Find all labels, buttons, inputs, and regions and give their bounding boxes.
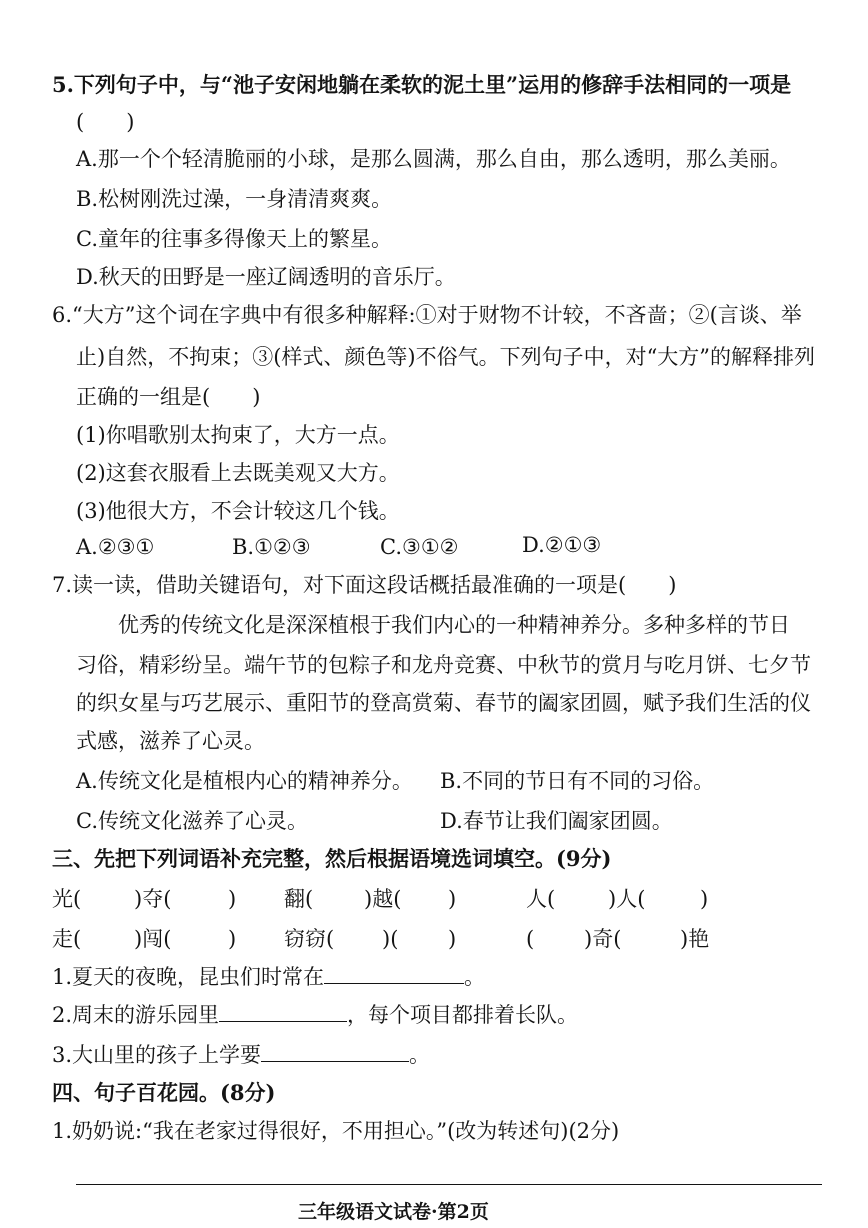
word-part: 人( [526, 887, 556, 911]
fill-sentence-3 [52, 1040, 430, 1070]
fill-sentence-text: ，每个项目都排着长队。 [347, 1003, 579, 1027]
answer-blank[interactable] [261, 1041, 409, 1062]
word-part: )艳 [680, 927, 710, 951]
q5-answer-paren: ( ) [76, 110, 135, 134]
section-3-title: 三、先把下列词语补充完整，然后根据语境选词填空。(9分) [52, 846, 612, 871]
q5-stem: 5.下列句子中，与“池子安闲地躺在柔软的泥土里”运用的修辞手法相同的一项是 [52, 72, 792, 97]
section-4-question-1: 1.奶奶说:“我在老家过得很好，不用担心。”(改为转述句)(2分) [52, 1119, 620, 1143]
word-part: ( [526, 927, 535, 951]
page-footer: 三年级语文试卷·第2页 [298, 1201, 489, 1223]
q6-option-c: C.③①② [380, 535, 459, 559]
word-part: 翻( [284, 887, 314, 911]
q7-passage-line-1: 优秀的传统文化是深深植根于我们内心的一种精神养分。多种多样的节日 [118, 613, 790, 637]
q7-option-a: A.传统文化是植根内心的精神养分。 [76, 769, 413, 793]
fill-sentence-text: 。 [464, 965, 486, 989]
word-part: )夺( [134, 887, 172, 911]
q6-option-d: D.②①③ [522, 533, 602, 557]
q6-option-a: A.②③① [76, 535, 155, 559]
q6-sentence-3: (3)他很大方，不会计较这几个钱。 [76, 499, 400, 523]
q6-stem-line-2: 止)自然，不拘束；③(样式、颜色等)不俗气。下列句子中，对“大方”的解释排列 [76, 345, 816, 369]
answer-blank[interactable] [324, 963, 464, 984]
word-part: ) [228, 927, 237, 951]
fill-sentence-text: 。 [409, 1043, 431, 1067]
q6-sentence-2: (2)这套衣服看上去既美观又大方。 [76, 461, 400, 485]
fill-sentence-text: 1.夏天的夜晚，昆虫们时常在 [52, 965, 325, 989]
word-part: )闯( [134, 927, 172, 951]
q6-stem-line-1: 6.“大方”这个词在字典中有很多种解释:①对于财物不计较，不吝啬；②(言谈、举 [52, 303, 802, 327]
word-part: ) [228, 887, 237, 911]
word-part: 走( [52, 927, 82, 951]
word-part: 窃窃( [284, 927, 335, 951]
fill-sentence-1 [52, 962, 485, 992]
q7-passage-line-4: 式感，滋养了心灵。 [76, 729, 265, 753]
q7-option-d: D.春节让我们阖家团圆。 [440, 809, 673, 833]
section-4-title: 四、句子百花园。(8分) [52, 1080, 276, 1105]
word-part: ) [448, 887, 457, 911]
q5-option-b: B.松树刚洗过澡，一身清清爽爽。 [76, 187, 393, 211]
fill-sentence-text: 2.周末的游乐园里 [52, 1003, 220, 1027]
answer-blank[interactable] [219, 1001, 347, 1022]
q5-option-d: D.秋天的田野是一座辽阔透明的音乐厅。 [76, 265, 456, 289]
q6-sentence-1: (1)你唱歌别太拘束了，大方一点。 [76, 423, 400, 447]
word-part: ) [700, 887, 709, 911]
word-part: ) [448, 927, 457, 951]
word-part: )越( [364, 887, 402, 911]
word-part: 光( [52, 887, 82, 911]
fill-sentence-2 [52, 1000, 578, 1030]
word-part: )奇( [584, 927, 622, 951]
q5-option-c: C.童年的往事多得像天上的繁星。 [76, 227, 392, 251]
fill-sentence-text: 3.大山里的孩子上学要 [52, 1043, 262, 1067]
footer-rule [76, 1184, 822, 1185]
q7-option-b: B.不同的节日有不同的习俗。 [440, 769, 715, 793]
q7-passage-line-2: 习俗，精彩纷呈。端午节的包粽子和龙舟竞赛、中秋节的赏月与吃月饼、七夕节 [76, 653, 811, 677]
word-part: )人( [608, 887, 646, 911]
q7-stem: 7.读一读，借助关键语句，对下面这段话概括最准确的一项是( ) [52, 573, 677, 597]
q7-passage-line-3: 的织女星与巧艺展示、重阳节的登高赏菊、春节的阖家团圆，赋予我们生活的仪 [76, 691, 811, 715]
q6-stem-line-3: 正确的一组是( ) [76, 385, 261, 409]
q6-option-b: B.①②③ [232, 535, 311, 559]
word-part: )( [382, 927, 399, 951]
q7-option-c: C.传统文化滋养了心灵。 [76, 809, 308, 833]
q5-option-a: A.那一个个轻清脆丽的小球，是那么圆满，那么自由，那么透明，那么美丽。 [76, 147, 791, 171]
